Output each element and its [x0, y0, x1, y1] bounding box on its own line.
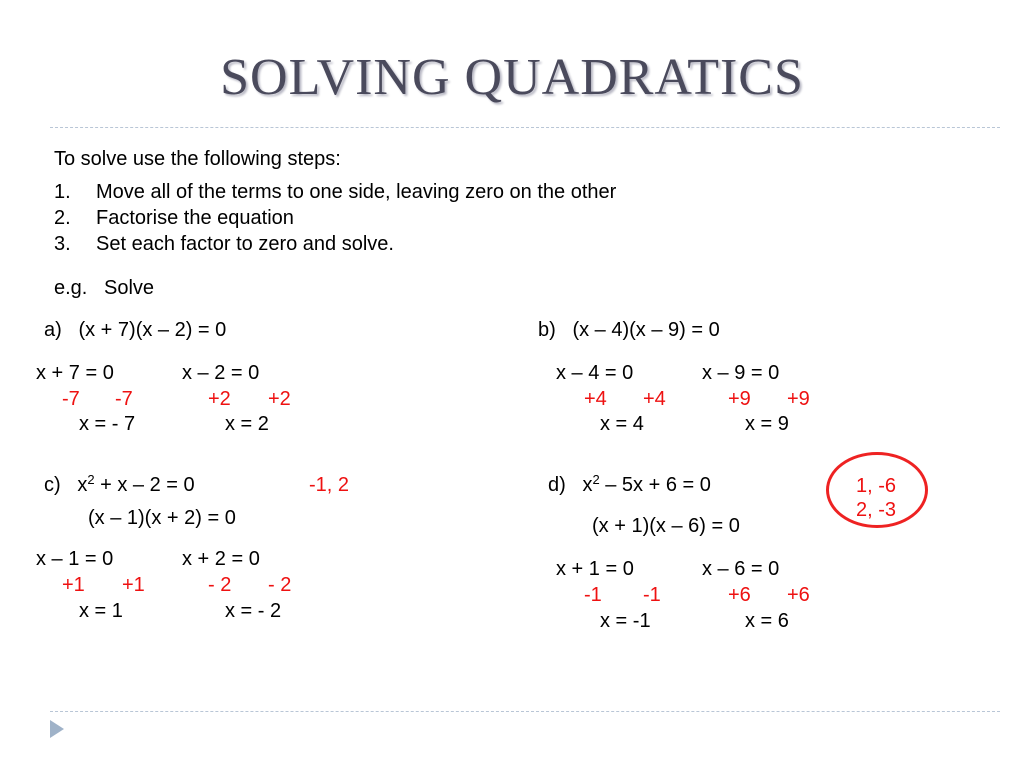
- step-2: [54, 208, 294, 228]
- slide-title: SOLVING QUADRATICS: [220, 49, 804, 106]
- example-c-exponent: 2: [87, 472, 95, 487]
- example-c-sol-right: x = - 2: [225, 600, 282, 622]
- example-a-heading: a) (x + 7)(x – 2) = 0: [44, 319, 227, 341]
- example-c-op-right-1: - 2: [208, 574, 232, 596]
- step-3-text: Set each factor to zero and solve.: [96, 233, 394, 255]
- example-d-op-left-1: -1: [584, 584, 602, 606]
- example-a-sol-right: x = 2: [225, 413, 269, 435]
- intro-text: To solve use the following steps:: [54, 148, 341, 170]
- example-c-op-left-1: +1: [62, 574, 85, 596]
- example-c-factored: (x – 1)(x + 2) = 0: [88, 507, 236, 529]
- example-d-label: d) x: [548, 474, 593, 496]
- example-c-label: c) x: [44, 474, 88, 496]
- example-d-factored: (x + 1)(x – 6) = 0: [592, 515, 740, 537]
- step-1-text: Move all of the terms to one side, leaving zero on the other: [96, 181, 617, 203]
- step-3: [54, 234, 394, 254]
- example-c-op-right-2: - 2: [268, 574, 292, 596]
- example-d-op-right-1: +6: [728, 584, 751, 606]
- example-c-eq-right: x + 2 = 0: [182, 548, 260, 570]
- step-2-text: Factorise the equation: [96, 207, 294, 229]
- example-c-factor-pair: -1, 2: [309, 474, 350, 496]
- highlight-circle: [826, 452, 928, 528]
- example-label: e.g. Solve: [54, 277, 155, 299]
- example-d-eq-left: x + 1 = 0: [556, 558, 634, 580]
- example-a-eq-right: x – 2 = 0: [182, 362, 260, 384]
- example-d-heading: [548, 472, 711, 496]
- example-d-factor-pair-1: 1, -6: [856, 475, 897, 497]
- example-b-heading: b) (x – 4)(x – 9) = 0: [538, 319, 720, 341]
- example-c-op-left-2: +1: [122, 574, 145, 596]
- example-b-op-left-2: +4: [643, 388, 666, 410]
- step-3-number: 3.: [54, 233, 71, 255]
- example-d-rest: – 5x + 6 = 0: [599, 474, 711, 496]
- example-d-exponent: 2: [592, 472, 600, 487]
- example-b-sol-right: x = 9: [745, 413, 789, 435]
- example-c-sol-left: x = 1: [79, 600, 123, 622]
- example-c-heading: [44, 472, 195, 496]
- example-d-factor-pair-2: 2, -3: [856, 499, 897, 521]
- example-d-sol-left: x = -1: [600, 610, 651, 632]
- title-divider: [50, 127, 1000, 128]
- example-a-op-right-2: +2: [268, 388, 291, 410]
- example-b-eq-right: x – 9 = 0: [702, 362, 780, 384]
- example-a-op-right-1: +2: [208, 388, 231, 410]
- example-b-op-right-1: +9: [728, 388, 751, 410]
- example-a-op-left-1: -7: [62, 388, 80, 410]
- step-2-number: 2.: [54, 207, 71, 229]
- example-d-eq-right: x – 6 = 0: [702, 558, 780, 580]
- play-arrow-icon[interactable]: [50, 720, 64, 738]
- example-c-rest: + x – 2 = 0: [94, 474, 195, 496]
- example-a-sol-left: x = - 7: [79, 413, 136, 435]
- step-1: [54, 182, 616, 202]
- example-d-op-left-2: -1: [643, 584, 661, 606]
- example-b-eq-left: x – 4 = 0: [556, 362, 634, 384]
- example-b-sol-left: x = 4: [600, 413, 644, 435]
- example-a-eq-left: x + 7 = 0: [36, 362, 114, 384]
- example-b-op-left-1: +4: [584, 388, 607, 410]
- example-d-op-right-2: +6: [787, 584, 810, 606]
- example-d-sol-right: x = 6: [745, 610, 789, 632]
- step-1-number: 1.: [54, 181, 71, 203]
- footer-divider: [50, 711, 1000, 712]
- example-a-op-left-2: -7: [115, 388, 133, 410]
- example-b-op-right-2: +9: [787, 388, 810, 410]
- example-c-eq-left: x – 1 = 0: [36, 548, 114, 570]
